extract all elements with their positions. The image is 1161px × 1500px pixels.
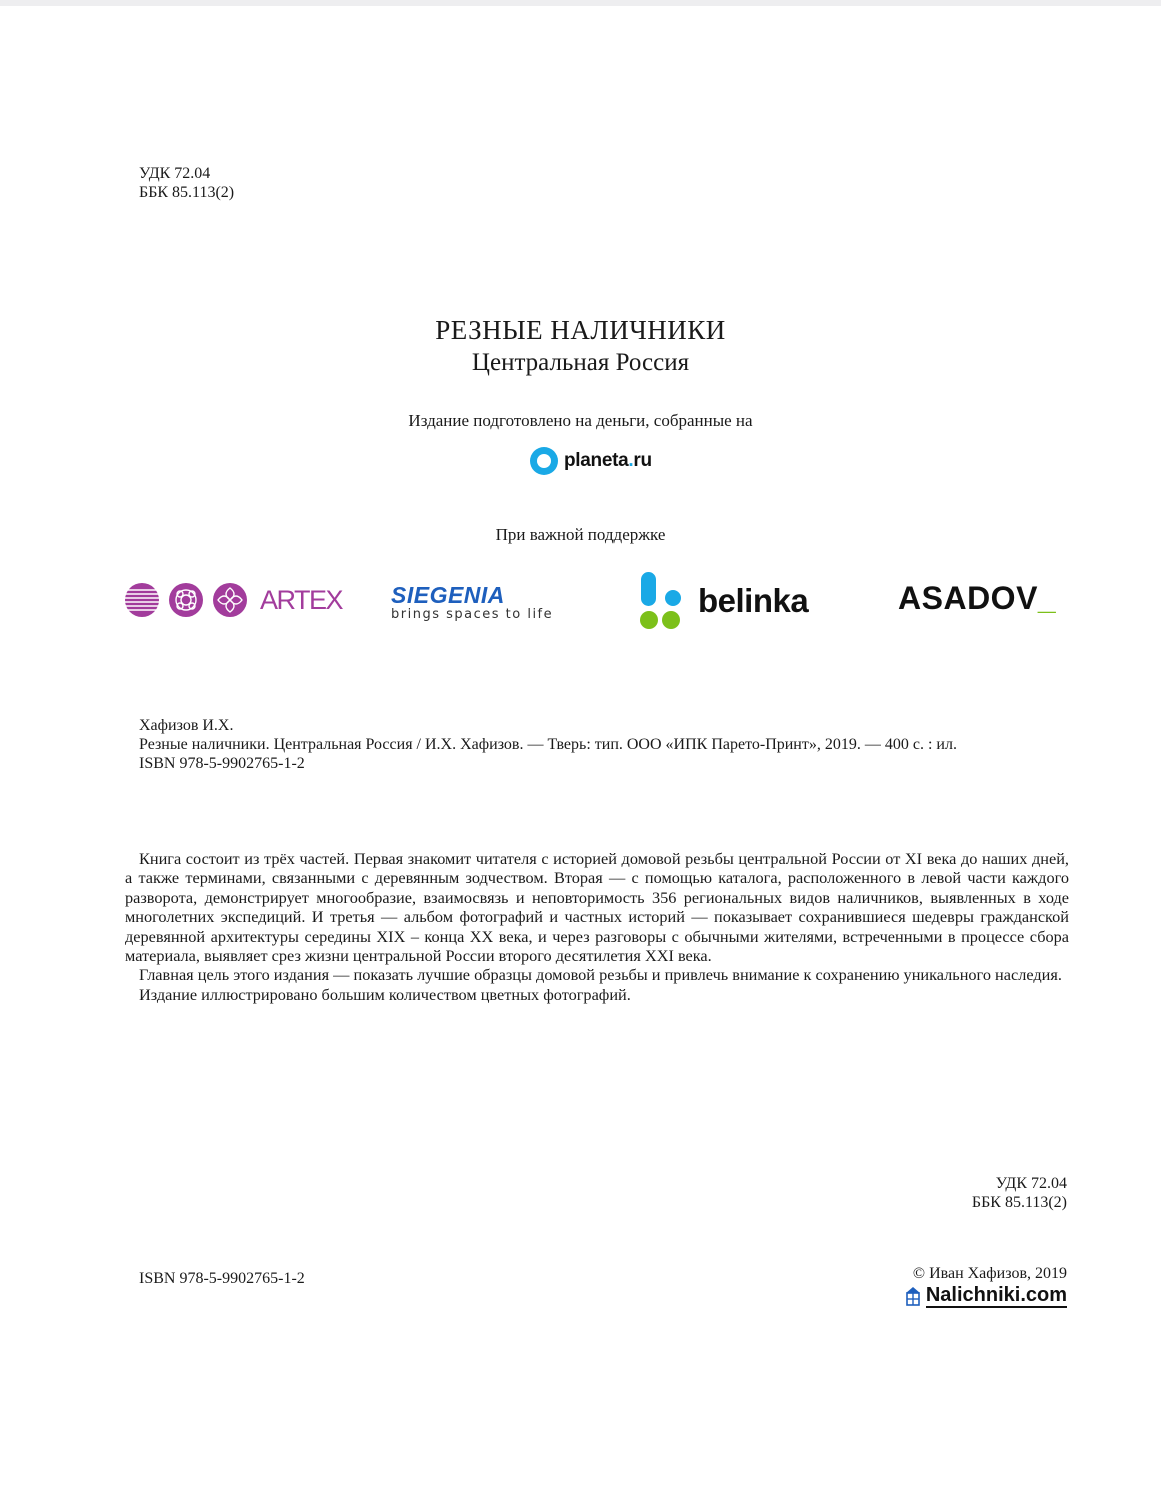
top-bar bbox=[0, 0, 1161, 6]
planeta-circle-icon bbox=[530, 447, 558, 475]
isbn: ISBN 978-5-9902765-1-2 bbox=[139, 755, 305, 772]
artex-logo bbox=[124, 582, 342, 618]
siegenia-logo bbox=[391, 583, 553, 623]
bibliographic-record bbox=[139, 716, 957, 773]
book-title: РЕЗНЫЕ НАЛИЧНИКИ bbox=[435, 315, 726, 345]
belinka-logo bbox=[640, 571, 808, 631]
annotation-paragraph-1: Книга состоит из трёх частей. Первая знакомит читателя с историей домовой резьбы центральной России от XI века до наших дней, а также терминами, связанными с деревянным зодчеством. Вторая — с помощью каталога, расположенного в левой части каждого разворота, демонстрирует многообразие, взаимосвязь и неповторимость 356 региональных видов наличников, выявленных в ходе многолетних экспедиций. И третья — альбом фотографий и частных историй — показывает сохранившиеся шедевры гражданской деревянной архитектуры середины XIX – конца XX века, и через разговоры с обычными жителями, встреченными в процессе сбора материала, выявляет срез жизни центральной России второго десятилетия XXI века. bbox=[125, 849, 1069, 966]
planeta-logo-text: planeta.ru bbox=[564, 450, 652, 471]
asadov-logo bbox=[898, 579, 1056, 624]
siegenia-name: SIEGENIA bbox=[391, 582, 505, 608]
belinka-name: belinka bbox=[698, 582, 809, 619]
footer-bbk: ББК 85.113(2) bbox=[971, 1194, 1067, 1211]
asadov-cursor: _ bbox=[1037, 580, 1057, 616]
planeta-logo bbox=[530, 444, 670, 478]
asadov-name: ASADOV bbox=[898, 580, 1038, 616]
site-name: Nalichniki.com bbox=[925, 1284, 1067, 1306]
siegenia-tagline: brings spaces to life bbox=[391, 607, 554, 622]
artex-emblem-icon bbox=[124, 582, 254, 618]
copyright-block bbox=[905, 1264, 1067, 1308]
copyright: © Иван Хафизов, 2019 bbox=[912, 1265, 1067, 1282]
udk-code: УДК 72.04 bbox=[139, 165, 211, 182]
author: Хафизов И.Х. bbox=[139, 717, 234, 734]
site-brand bbox=[905, 1284, 1067, 1308]
book-subtitle: Центральная Россия bbox=[471, 349, 690, 376]
belinka-emblem-icon bbox=[640, 571, 684, 631]
annotation-paragraph-2: Главная цель этого издания — показать лучшие образцы домовой резьбы и привлечь внимание к сохранению уникального наследия. bbox=[139, 965, 1062, 985]
footer-isbn: ISBN 978-5-9902765-1-2 bbox=[139, 1270, 305, 1287]
bbk-code: ББК 85.113(2) bbox=[139, 184, 235, 201]
footer-udk: УДК 72.04 bbox=[995, 1175, 1067, 1192]
annotation-paragraph-3: Издание иллюстрировано большим количеством цветных фотографий. bbox=[139, 984, 631, 1004]
header-codes bbox=[139, 164, 234, 202]
window-frame-icon bbox=[905, 1286, 921, 1306]
annotation bbox=[125, 849, 1069, 1004]
record: Резные наличники. Центральная Россия / И.Х. Хафизов. — Тверь: тип. ООО «ИПК Парето-Принт», 2019. — 400 с. : ил. bbox=[139, 736, 957, 753]
footer-codes bbox=[972, 1174, 1067, 1212]
support-heading: При важной поддержке bbox=[495, 525, 666, 544]
artex-name: ARTEX bbox=[260, 584, 343, 615]
crowdfunding-note: Издание подготовлено на деньги, собранные на bbox=[408, 411, 753, 430]
footer-isbn-block bbox=[139, 1269, 305, 1288]
